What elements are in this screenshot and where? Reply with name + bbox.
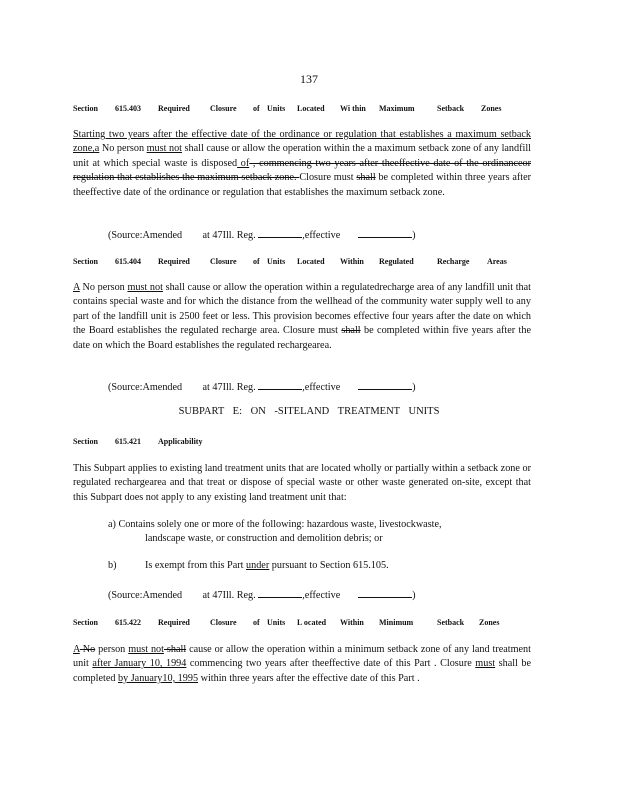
deleted-text: No bbox=[79, 644, 96, 655]
heading-word: L ocated bbox=[297, 618, 327, 627]
heading-word: of bbox=[253, 257, 260, 266]
deleted-text: shall bbox=[341, 325, 361, 337]
source-effective: ,effective bbox=[302, 230, 341, 241]
list-item-a bbox=[108, 518, 442, 532]
source-close: ) bbox=[412, 590, 416, 601]
heading-word: Section bbox=[73, 437, 98, 446]
heading-word: Units bbox=[267, 104, 286, 113]
item-label: a) bbox=[108, 519, 116, 530]
heading-word: Closure bbox=[210, 104, 237, 113]
heading-word: Recharge bbox=[437, 257, 470, 266]
heading-word: Section bbox=[73, 257, 98, 266]
heading-word: Zones bbox=[479, 618, 500, 627]
deleted-text: , commencing two years after theeffective date of the ordinanceor regulation that establishes the maximum setback zone. bbox=[73, 157, 531, 184]
register-blank bbox=[258, 380, 302, 390]
heading-word: Required bbox=[158, 618, 190, 627]
body-text: commencing two years after theeffective date of this Part . Closure bbox=[186, 658, 476, 670]
heading-word: 615.422 bbox=[115, 618, 141, 627]
section-615-422-body bbox=[73, 643, 531, 686]
heading-word: Closure bbox=[210, 618, 237, 627]
heading-word: Setback bbox=[437, 618, 465, 627]
section-615-421-intro: This Subpart applies to existing land treatment units that are located wholly or partially within a setback zone or regulated rechargearea and that treat or dispose of special waste or other waste generated on-site, except that this Subpart does not apply to any existing land treatment unit that: bbox=[73, 463, 531, 503]
body-text: No person bbox=[79, 282, 128, 293]
heading-word: Units bbox=[267, 257, 286, 266]
effective-blank bbox=[358, 588, 412, 598]
inserted-text: A bbox=[73, 644, 80, 655]
inserted-text: Starting two years after the effective date of the ordinance or regulation that establishes a maximum setback zone, bbox=[73, 129, 531, 155]
body-text: within three years after the effective date of this Part . bbox=[198, 672, 420, 684]
deleted-text: shall bbox=[163, 644, 187, 655]
effective-blank bbox=[358, 380, 412, 390]
source-prefix: (Source:Amended bbox=[108, 230, 183, 241]
heading-word: Located bbox=[297, 257, 325, 266]
heading-word: Units bbox=[267, 618, 286, 627]
heading-word: Located bbox=[297, 104, 325, 113]
source-note-615-403 bbox=[108, 228, 415, 241]
heading-word: Wi thin bbox=[340, 104, 366, 113]
heading-word: of bbox=[253, 104, 260, 113]
section-615-404-body bbox=[73, 281, 531, 353]
heading-word: Required bbox=[158, 104, 190, 113]
heading-word: of bbox=[253, 618, 260, 627]
source-register: at 47Ill. Reg. bbox=[202, 382, 256, 393]
item-label: b) bbox=[108, 560, 117, 571]
body-text: Closure must bbox=[299, 172, 357, 184]
subpart-heading: SUBPART E: ON -SITELAND TREATMENT UNITS bbox=[178, 406, 440, 417]
source-prefix: (Source:Amended bbox=[108, 590, 183, 601]
inserted-text: under bbox=[246, 560, 270, 571]
inserted-text: by January10, 1995 bbox=[117, 672, 199, 684]
effective-blank bbox=[358, 228, 412, 238]
heading-word: Areas bbox=[487, 257, 507, 266]
list-item-b-text bbox=[145, 559, 389, 573]
inserted-text: must not bbox=[127, 282, 163, 293]
source-note-615-421 bbox=[108, 588, 415, 601]
body-text: shall be completed bbox=[73, 658, 532, 684]
body-text: shall cause or allow the operation within a regulatedrecharge area of any landfill unit that contains special waste and for which the distance from the wellhead of the community water supply well to any part of the landfill unit is 2500 feet or less. This provision becomes effective four years after the date on which the Board establishes the regulated recharge area. Closure must bbox=[73, 282, 531, 337]
inserted-text: A bbox=[73, 282, 80, 293]
body-text: cause or allow the operation within a minimum setback zone of any land treatment unit bbox=[73, 644, 531, 670]
inserted-text: must not bbox=[146, 143, 182, 155]
heading-word: Section bbox=[73, 104, 98, 113]
inserted-text: of bbox=[237, 157, 250, 169]
body-text: the a maximum setback zone of any landfill unit at which special waste is disposed bbox=[73, 143, 531, 169]
item-text: Is exempt from this Part bbox=[145, 560, 247, 571]
heading-word: Required bbox=[158, 257, 190, 266]
list-item-b bbox=[108, 559, 117, 573]
heading-word: Zones bbox=[481, 104, 502, 113]
heading-word: Applicability bbox=[158, 437, 203, 446]
body-text: No person bbox=[99, 143, 147, 155]
heading-word: Within bbox=[340, 618, 364, 627]
body-text: be completed within five years after the date on which the Board establishes the regulated rechargearea. bbox=[73, 325, 531, 351]
source-effective: ,effective bbox=[302, 382, 341, 393]
source-register: at 47Ill. Reg. bbox=[202, 590, 256, 601]
heading-word: Setback bbox=[437, 104, 465, 113]
register-blank bbox=[258, 588, 302, 598]
heading-word: Maximum bbox=[379, 104, 415, 113]
heading-word: Within bbox=[340, 257, 364, 266]
body-text: be completed within three years after theeffective date of the ordinance or regulation that establishes the maximum setback zone. bbox=[73, 172, 531, 198]
source-close: ) bbox=[412, 230, 416, 241]
inserted-text: a bbox=[94, 143, 100, 155]
heading-word: Section bbox=[73, 618, 98, 627]
inserted-text: must not bbox=[128, 644, 164, 655]
inserted-text: after January 10, 1994 bbox=[92, 658, 187, 670]
heading-word: 615.404 bbox=[115, 257, 141, 266]
inserted-text: must bbox=[475, 658, 496, 670]
source-effective: ,effective bbox=[302, 590, 341, 601]
source-note-615-404 bbox=[108, 380, 415, 393]
deleted-text: shall bbox=[356, 172, 376, 184]
heading-word: 615.403 bbox=[115, 104, 141, 113]
page-number: 137 bbox=[300, 72, 318, 86]
body-text: person bbox=[95, 644, 129, 655]
list-item-a-continued: landscape waste, or construction and demolition debris; or bbox=[145, 533, 383, 544]
heading-word: Regulated bbox=[379, 257, 414, 266]
source-close: ) bbox=[412, 382, 416, 393]
body-text: shall cause or allow the operation within bbox=[182, 143, 353, 155]
heading-word: Minimum bbox=[379, 618, 414, 627]
item-text: Contains solely one or more of the following: hazardous waste, livestockwaste, bbox=[118, 519, 442, 530]
source-register: at 47Ill. Reg. bbox=[202, 230, 256, 241]
source-prefix: (Source:Amended bbox=[108, 382, 183, 393]
section-615-403-body bbox=[73, 128, 531, 200]
heading-word: 615.421 bbox=[115, 437, 141, 446]
item-text: pursuant to Section 615.105. bbox=[269, 560, 389, 571]
register-blank bbox=[258, 228, 302, 238]
heading-word: Closure bbox=[210, 257, 237, 266]
